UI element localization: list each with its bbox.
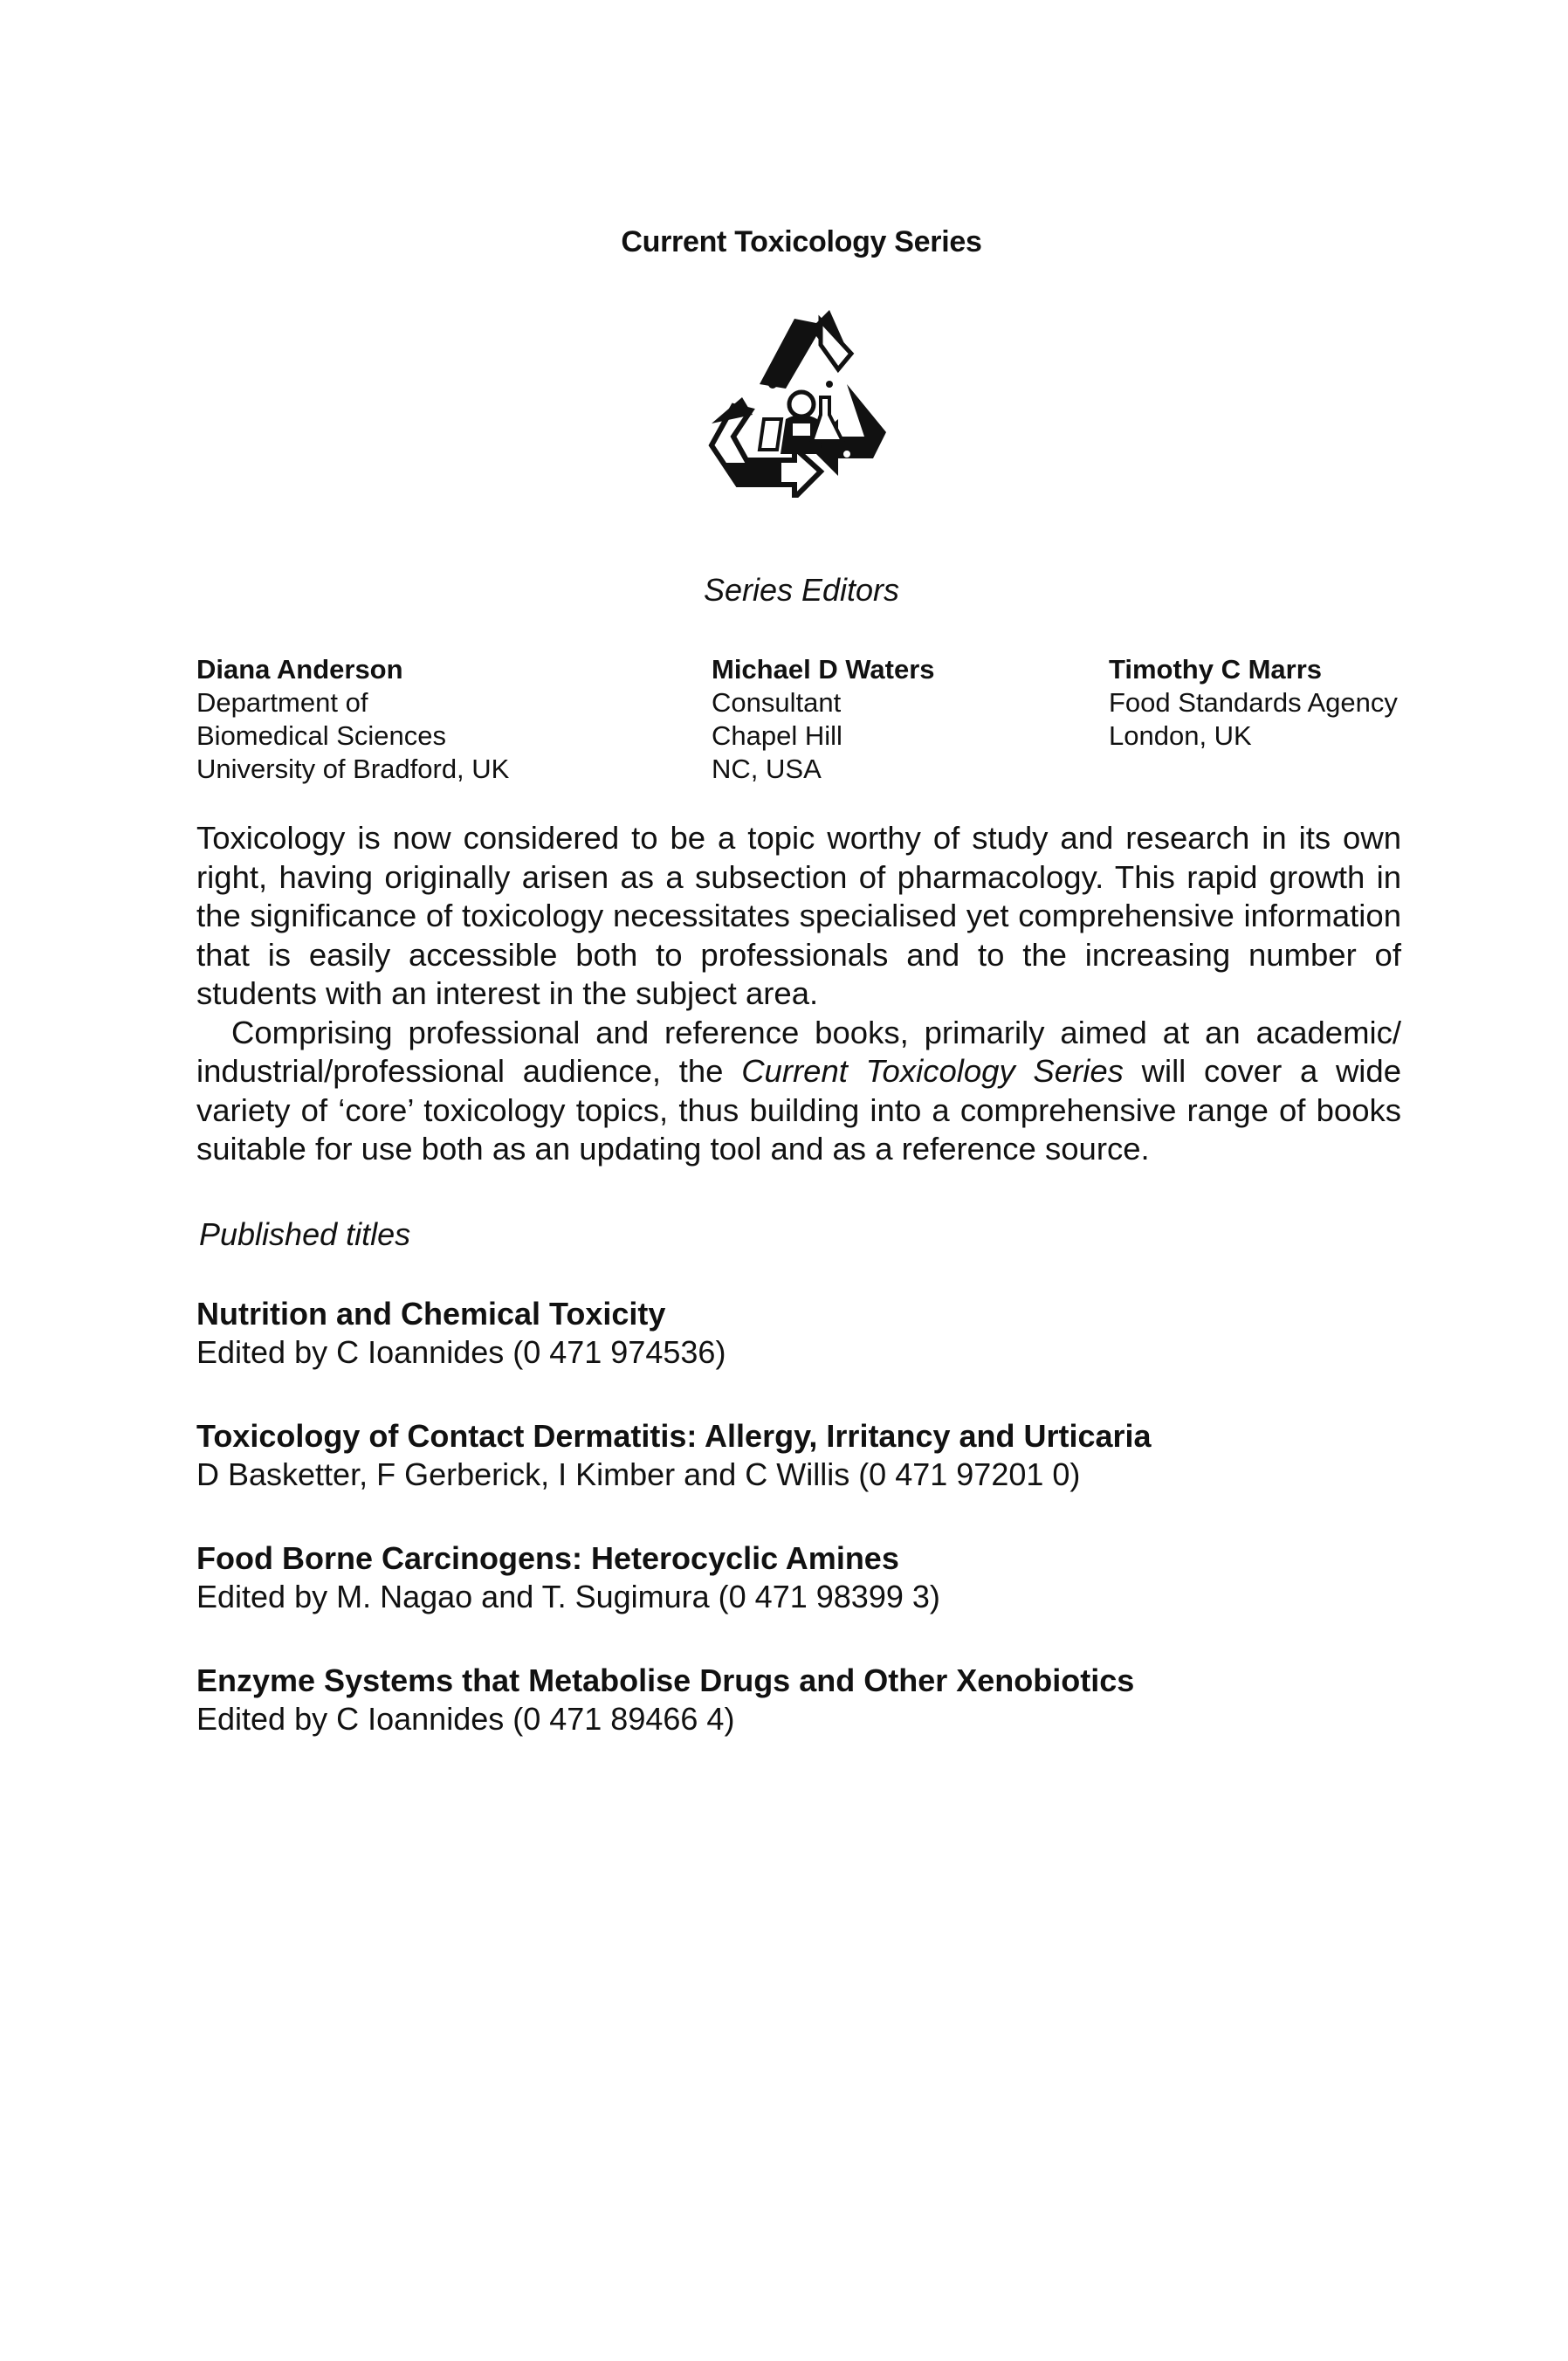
editor-diana-anderson: [196, 653, 509, 786]
editor-affiliation-line: Chapel Hill: [712, 720, 842, 751]
book-credit: D Basketter, F Gerberick, I Kimber and C Willis (0 471 97201 0): [196, 1456, 1081, 1492]
editor-affiliation-line: Department of: [196, 687, 368, 718]
paragraph-2-text-start: Comprising professional and reference books, primarily aimed at an academic/ industrial/professional audience, the: [196, 1014, 1401, 1089]
title-entry: [196, 1662, 1419, 1738]
title-entry: [196, 1539, 1419, 1616]
editor-affiliation-line: Biomedical Sciences: [196, 720, 447, 751]
editor-name: Diana Anderson: [196, 654, 403, 685]
editor-affiliation-line: University of Bradford, UK: [196, 754, 510, 784]
editor-affiliation-line: Consultant: [712, 687, 842, 718]
description-paragraph-1: Toxicology is now considered to be a topic worthy of study and research in its own right, having originally arisen as a subsection of pharmacology. This rapid growth in the significance of toxicology necessitates specialised yet comprehensive information that is easily accessible both to professionals and to the increasing number of students with an interest in the subject area.: [196, 820, 1401, 1011]
editor-affiliation-line: London, UK: [1109, 720, 1252, 751]
series-name-italic: Current Toxicology Series: [741, 1053, 1124, 1089]
book-title: Nutrition and Chemical Toxicity: [196, 1296, 666, 1332]
editor-name: Timothy C Marrs: [1109, 654, 1323, 685]
book-title: Enzyme Systems that Metabolise Drugs and Other Xenobiotics: [196, 1662, 1135, 1698]
series-editors-label: Series Editors: [703, 572, 900, 608]
editor-michael-waters: [712, 653, 935, 786]
published-titles-label: Published titles: [199, 1216, 411, 1252]
editor-timothy-marrs: [1109, 653, 1398, 753]
series-title: Current Toxicology Series: [621, 225, 982, 258]
book-title: Food Borne Carcinogens: Heterocyclic Amines: [196, 1540, 899, 1576]
published-titles-list: [196, 1295, 1419, 1784]
description-paragraph-2: [196, 1014, 1401, 1169]
editor-affiliation-line: NC, USA: [712, 754, 822, 784]
recycle-toxicology-logo-icon: [698, 301, 908, 498]
paragraph-2-text-end: will cover a wide variety of ‘core’ toxicology topics, thus building into a comprehensive range of books suitable for use both as an updating tool and as a reference source.: [196, 1053, 1402, 1167]
book-credit: Edited by C Ioannides (0 471 89466 4): [196, 1701, 735, 1737]
title-entry: [196, 1295, 1419, 1372]
editor-affiliation-line: Food Standards Agency: [1109, 687, 1398, 718]
book-credit: Edited by M. Nagao and T. Sugimura (0 471 98399 3): [196, 1579, 940, 1614]
series-description: [196, 819, 1401, 1169]
editor-name: Michael D Waters: [712, 654, 935, 685]
book-title: Toxicology of Contact Dermatitis: Allergy, Irritancy and Urticaria: [196, 1418, 1152, 1454]
title-entry: [196, 1417, 1419, 1494]
book-credit: Edited by C Ioannides (0 471 974536): [196, 1334, 726, 1370]
